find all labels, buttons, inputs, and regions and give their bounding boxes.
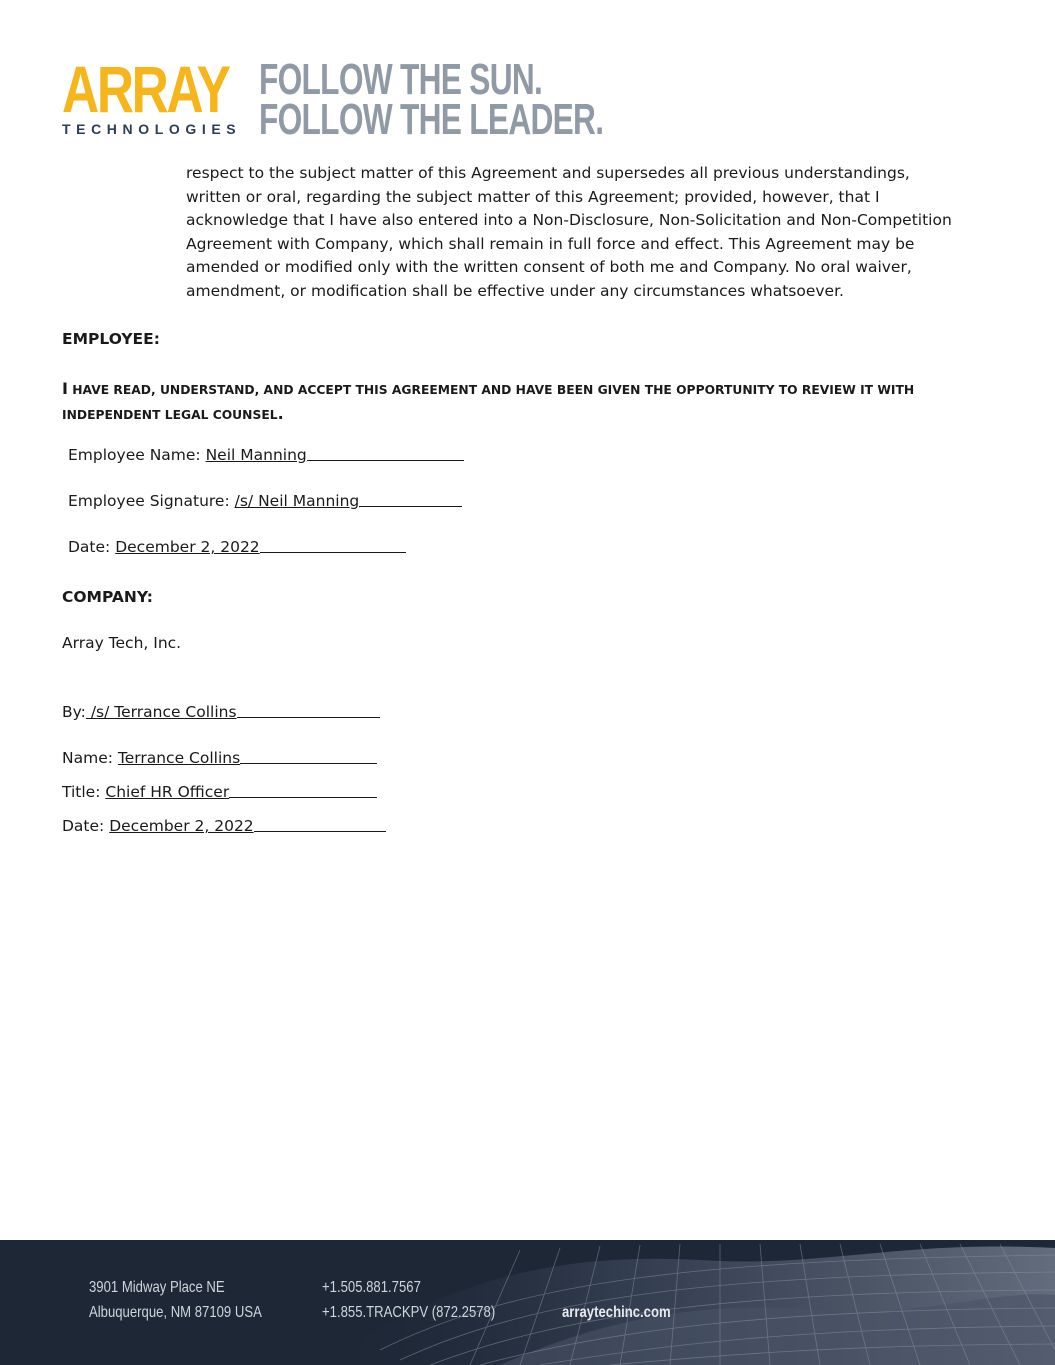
employee-date-field bbox=[68, 538, 406, 556]
signature-line bbox=[307, 459, 464, 461]
footer-address bbox=[89, 1275, 262, 1325]
employee-date-label: Date: bbox=[68, 538, 116, 556]
employee-name-label: Employee Name: bbox=[68, 446, 206, 464]
acknowledgement-statement: I HAVE READ, UNDERSTAND, AND ACCEPT THIS AGREEMENT AND HAVE BEEN GIVEN THE OPPORTUNITY TO REVIEW IT WITH INDEPENDENT LEGAL COUNSEL. bbox=[62, 379, 915, 423]
signature-line bbox=[237, 716, 380, 718]
employee-heading: EMPLOYEE: bbox=[62, 330, 160, 348]
letterhead-footer bbox=[0, 1240, 1055, 1365]
company-date-field bbox=[62, 817, 386, 835]
company-date-label: Date: bbox=[62, 817, 110, 835]
employee-name-value: Neil Manning bbox=[205, 446, 307, 464]
company-title-value: Chief HR Officer bbox=[105, 783, 230, 801]
employee-signature-value: /s/ Neil Manning bbox=[234, 492, 360, 510]
signature-line bbox=[229, 796, 377, 798]
signature-line bbox=[254, 830, 386, 832]
company-title-label: Title: bbox=[62, 783, 106, 801]
employee-name-field bbox=[68, 446, 464, 464]
company-signer-name-field bbox=[62, 749, 377, 767]
company-by-field bbox=[62, 703, 380, 721]
employee-signature-field bbox=[68, 492, 462, 510]
phone-main: +1.505.881.7567 bbox=[322, 1279, 421, 1296]
address-line-1: 3901 Midway Place NE bbox=[89, 1279, 225, 1296]
signature-line bbox=[260, 551, 406, 553]
tagline-line-1: FOLLOW THE SUN. bbox=[259, 55, 543, 104]
agreement-paragraph: respect to the subject matter of this Agreement and supersedes all previous understandings, written or oral, regarding the subject matter of this Agreement; provided, however, that I acknowledge that I have also entered into a Non-Disclosure, Non-Solicitation and Non-Competition Agreement with Company, which shall remain in full force and effect. This Agreement may be amended or modified only with the written consent of both me and Company. No oral waiver, amendment, or modification shall be effective under any circumstances whatsoever. bbox=[186, 164, 952, 300]
company-heading: COMPANY: bbox=[62, 588, 153, 606]
company-name: Array Tech, Inc. bbox=[62, 634, 182, 652]
company-signer-name-value: Terrance Collins bbox=[117, 749, 241, 767]
logo-subtitle: TECHNOLOGIES bbox=[62, 121, 242, 137]
phone-tollfree: +1.855.TRACKPV (872.2578) bbox=[322, 1304, 496, 1321]
employee-date-value: December 2, 2022 bbox=[115, 538, 260, 556]
signature-line bbox=[359, 505, 462, 507]
employee-signature-label: Employee Signature: bbox=[68, 492, 235, 510]
company-by-value: /s/ Terrance Collins bbox=[85, 703, 237, 721]
footer-website-link[interactable]: arraytechinc.com bbox=[562, 1304, 671, 1321]
company-by-label: By: bbox=[62, 703, 86, 721]
address-line-2: Albuquerque, NM 87109 USA bbox=[89, 1304, 262, 1321]
array-logo bbox=[62, 52, 242, 137]
logo-wordmark: ARRAY bbox=[62, 52, 229, 126]
company-signer-name-label: Name: bbox=[62, 749, 118, 767]
company-title-field bbox=[62, 783, 377, 801]
tagline bbox=[259, 55, 604, 144]
tagline-line-2: FOLLOW THE LEADER. bbox=[259, 95, 604, 144]
signature-line bbox=[240, 762, 377, 764]
footer-phones bbox=[322, 1275, 495, 1325]
company-date-value: December 2, 2022 bbox=[109, 817, 254, 835]
